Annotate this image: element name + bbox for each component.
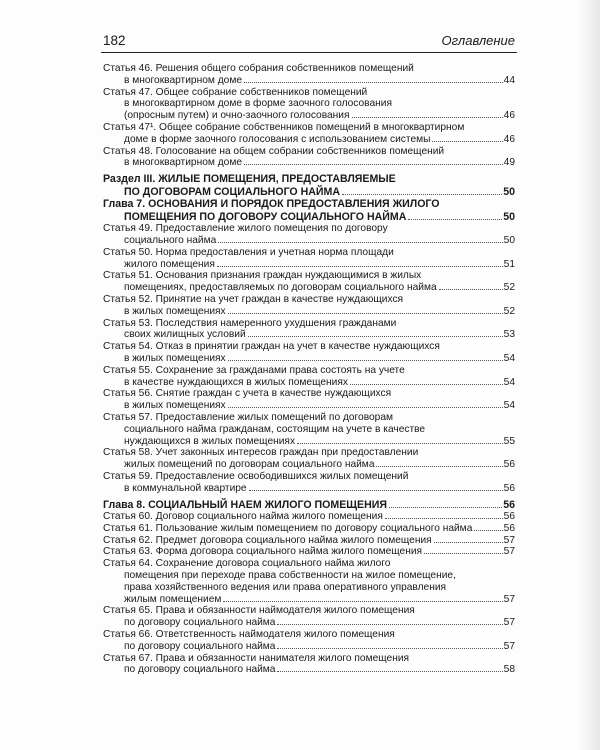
dot-leader: [249, 490, 503, 491]
toc-page-number: 52: [503, 282, 515, 294]
toc-line-text: (опросным путем) и очно-заочного голосования: [124, 110, 350, 122]
toc-line: [103, 235, 515, 247]
toc-page-number: 46: [503, 110, 515, 122]
dot-leader: [424, 553, 503, 554]
dot-leader: [385, 518, 503, 519]
toc-entry: [103, 365, 515, 389]
toc-line-text: в многоквартирном доме: [124, 74, 242, 86]
dot-leader: [434, 542, 503, 543]
toc-line-text: социального найма гражданам, состоящим на учете в качестве: [124, 423, 426, 435]
toc-line-text: Глава 7. ОСНОВАНИЯ И ПОРЯДОК ПРЕДОСТАВЛЕНИЯ ЖИЛОГО: [103, 198, 440, 211]
toc-line-text: Статья 49. Предоставление жилого помещения по договору: [103, 223, 388, 235]
toc-page-number: 54: [503, 352, 515, 364]
toc-entry: [103, 511, 515, 523]
toc-line: [103, 377, 515, 389]
dot-leader: [277, 648, 502, 649]
toc-line-text: помещения при переходе права собственности на жилое помещение,: [124, 569, 456, 581]
toc-line-text: Статья 55. Сохранение за гражданами права состоять на учете: [103, 364, 405, 376]
toc-line: [103, 87, 515, 99]
toc-page-number: 49: [503, 157, 515, 169]
toc-line: [103, 318, 515, 330]
dot-leader: [439, 289, 503, 290]
toc-line-text: Статья 61. Пользование жилым помещением по договору социального найма: [103, 522, 473, 534]
toc-line: [103, 617, 515, 629]
dot-leader: [342, 194, 502, 195]
dot-leader: [223, 601, 502, 602]
toc-line: [103, 483, 515, 495]
toc-page-number: 44: [503, 74, 515, 86]
toc-line: [103, 198, 515, 211]
toc-line-text: по договору социального найма: [124, 664, 276, 676]
toc-entry: [103, 341, 515, 365]
toc-line-text: в многоквартирном доме: [124, 157, 242, 169]
toc-page-number: 57: [503, 640, 515, 652]
toc-page-number: 55: [503, 435, 515, 447]
dot-leader: [389, 507, 502, 508]
toc-line-text: Статья 54. Отказ в принятии граждан на учет в качестве нуждающихся: [103, 341, 440, 353]
toc-line: [103, 329, 515, 341]
toc-line: [103, 629, 515, 641]
toc-line: [103, 653, 515, 665]
dot-leader: [432, 141, 502, 142]
toc-line: [103, 110, 515, 122]
toc-line: [103, 270, 515, 282]
toc-line: [103, 98, 515, 110]
toc-entry: [103, 223, 515, 247]
toc-page-number: 56: [503, 459, 515, 471]
toc-line: [103, 247, 515, 259]
toc-line: [103, 365, 515, 377]
toc-line: [103, 211, 515, 224]
toc-entry: [103, 63, 515, 87]
dot-leader: [376, 466, 502, 467]
toc-page-number: 50: [503, 185, 515, 198]
toc-page-number: 54: [503, 400, 515, 412]
toc-line: [103, 186, 515, 199]
toc-line-text: в жилых помещениях: [124, 352, 226, 364]
toc-line-text: Статья 46. Решения общего собрания собственников помещений: [103, 63, 414, 74]
toc-line: [103, 341, 515, 353]
toc-line: [103, 412, 515, 424]
toc-line: [103, 605, 515, 617]
toc-line-text: Статья 53. Последствия намеренного ухудшения гражданами: [103, 317, 397, 329]
toc-page-number: 57: [503, 593, 515, 605]
toc-line: [103, 134, 515, 146]
toc-entry: [103, 318, 515, 342]
toc-line: [103, 546, 515, 558]
toc-line-text: ПОМЕЩЕНИЯ ПО ДОГОВОРУ СОЦИАЛЬНОГО НАЙМА: [124, 210, 407, 223]
toc-entry: [103, 653, 515, 677]
toc-line-text: жилым помещением: [124, 593, 222, 605]
toc-page-number: 56: [503, 482, 515, 494]
toc-line: [103, 282, 515, 294]
toc-line: [103, 424, 515, 436]
toc-line: [103, 523, 515, 535]
toc-line-text: социального найма: [124, 234, 217, 246]
page-edge-shadow: [578, 0, 600, 750]
toc-page-number: 46: [503, 133, 515, 145]
toc-line: [103, 173, 515, 186]
toc-line-text: Статья 50. Норма предоставления и учетная норма площади: [103, 246, 394, 258]
toc-line-text: Статья 66. Ответственность наймодателя жилого помещения: [103, 628, 395, 640]
toc-page-number: 52: [503, 305, 515, 317]
dot-leader: [228, 360, 503, 361]
toc-line: [103, 471, 515, 483]
toc-entry: [103, 558, 515, 605]
toc-line-text: нуждающихся в жилых помещениях: [124, 435, 296, 447]
header-rule: [101, 52, 517, 53]
toc-entry: [103, 270, 515, 294]
toc-line: [103, 63, 515, 75]
toc-heading: [103, 198, 515, 223]
toc-line: [103, 535, 515, 547]
toc-line: [103, 259, 515, 271]
toc-line-text: Глава 8. СОЦИАЛЬНЫЙ НАЕМ ЖИЛОГО ПОМЕЩЕНИЯ: [103, 498, 388, 511]
toc-page-number: 57: [503, 617, 515, 629]
toc-line-text: Статья 58. Учет законных интересов граждан при предоставлении: [103, 447, 419, 459]
toc-line-text: по договору социального найма: [124, 617, 276, 629]
toc-line: [103, 447, 515, 459]
toc-line-text: Раздел III. ЖИЛЫЕ ПОМЕЩЕНИЯ, ПРЕДОСТАВЛЯЕМЫЕ: [103, 173, 396, 186]
dot-leader: [297, 443, 503, 444]
toc-page-number: 57: [503, 546, 515, 558]
toc-line: [103, 570, 515, 582]
toc-line-text: в многоквартирном доме в форме заочного голосования: [124, 98, 392, 110]
toc-line-text: Статья 51. Основания признания граждан нуждающимися в жилых: [103, 270, 422, 282]
toc-line: [103, 388, 515, 400]
toc-entry: [103, 546, 515, 558]
dot-leader: [277, 624, 502, 625]
toc-page-number: 51: [503, 258, 515, 270]
toc-entry: [103, 388, 515, 412]
toc-line: [103, 75, 515, 87]
toc-line-text: своих жилищных условий: [124, 329, 246, 341]
toc-line-text: Статья 56. Снятие граждан с учета в качестве нуждающихся: [103, 388, 392, 400]
toc-line: [103, 146, 515, 158]
toc-line: [103, 664, 515, 676]
toc-page-number: 56: [503, 511, 515, 522]
toc-line-text: жилых помещений по договорам социального найма: [124, 459, 375, 471]
toc-page-number: 56: [503, 522, 515, 534]
toc-page-number: 50: [503, 234, 515, 246]
toc-line-text: в жилых помещениях: [124, 305, 226, 317]
toc-line-text: Статья 64. Сохранение договора социального найма жилого: [103, 558, 391, 570]
dot-leader: [277, 671, 502, 672]
dot-leader: [352, 117, 503, 118]
toc-line: [103, 582, 515, 594]
toc-line-text: Статья 65. Права и обязанности наймодателя жилого помещения: [103, 605, 415, 617]
toc-entry: [103, 629, 515, 653]
toc-line: [103, 306, 515, 318]
toc-line-text: Статья 67. Права и обязанности нанимателя жилого помещения: [103, 652, 410, 664]
toc-line: [103, 294, 515, 306]
toc-line: [103, 436, 515, 448]
toc-line: [103, 400, 515, 412]
dot-leader: [474, 530, 502, 531]
toc-line: [103, 223, 515, 235]
toc-line-text: Статья 47. Общее собрание собственников помещений: [103, 86, 368, 98]
toc-line-text: Статья 60. Договор социального найма жилого помещения: [103, 511, 383, 522]
toc-entry: [103, 605, 515, 629]
dot-leader: [350, 384, 503, 385]
toc-entry: [103, 471, 515, 495]
toc-line-text: в коммунальной квартире: [124, 482, 247, 494]
toc-line-text: права хозяйственного ведения или права оперативного управления: [124, 581, 447, 593]
dot-leader: [218, 242, 502, 243]
running-title: Оглавление: [441, 33, 515, 48]
toc-line: [103, 157, 515, 169]
toc-page-number: 58: [503, 664, 515, 676]
dot-leader: [244, 164, 503, 165]
toc-entry: [103, 87, 515, 122]
toc-page-number: 57: [503, 534, 515, 546]
toc-line-text: Статья 59. Предоставление освободившихся жилых помещений: [103, 470, 409, 482]
toc-line-text: по договору социального найма: [124, 640, 276, 652]
dot-leader: [244, 82, 503, 83]
toc-line-text: доме в форме заочного голосования с использованием системы: [124, 133, 431, 145]
dot-leader: [228, 313, 503, 314]
toc-entry: [103, 447, 515, 471]
page-header: [103, 33, 515, 51]
toc-line-text: жилого помещения: [124, 258, 215, 270]
toc-line-text: Статья 63. Форма договора социального найма жилого помещения: [103, 546, 423, 558]
toc-line-text: Статья 52. Принятие на учет граждан в качестве нуждающихся: [103, 293, 404, 305]
toc-heading: [103, 499, 515, 512]
toc-line-text: Статья 47¹. Общее собрание собственников помещений в многоквартирном: [103, 121, 465, 133]
toc-line-text: в жилых помещениях: [124, 400, 226, 412]
toc-line-text: Статья 57. Предоставление жилых помещений по договорам: [103, 411, 394, 423]
page-number: 182: [103, 33, 126, 48]
toc-page-number: 53: [503, 329, 515, 341]
toc-entry: [103, 247, 515, 271]
toc-line: [103, 122, 515, 134]
toc-line: [103, 353, 515, 365]
toc-line: [103, 594, 515, 606]
table-of-contents: [103, 63, 515, 676]
toc-line-text: в качестве нуждающихся в жилых помещениях: [124, 376, 348, 388]
dot-leader: [217, 266, 503, 267]
toc-page-number: 56: [503, 498, 515, 511]
toc-heading: [103, 173, 515, 198]
toc-line-text: Статья 48. Голосование на общем собрании собственников помещений: [103, 145, 445, 157]
toc-entry: [103, 535, 515, 547]
toc-entry: [103, 523, 515, 535]
toc-line-text: ПО ДОГОВОРАМ СОЦИАЛЬНОГО НАЙМА: [124, 185, 341, 198]
toc-line-text: Статья 62. Предмет договора социального найма жилого помещения: [103, 534, 432, 546]
toc-page-number: 54: [503, 376, 515, 388]
toc-entry: [103, 412, 515, 447]
toc-line-text: помещениях, предоставляемых по договорам социального найма: [124, 282, 437, 294]
toc-entry: [103, 294, 515, 318]
dot-leader: [408, 219, 502, 220]
dot-leader: [248, 336, 503, 337]
toc-entry: [103, 122, 515, 146]
dot-leader: [228, 407, 503, 408]
toc-page-number: 50: [503, 210, 515, 223]
toc-entry: [103, 146, 515, 170]
toc-line: [103, 459, 515, 471]
toc-line: [103, 641, 515, 653]
toc-line: [103, 511, 515, 523]
toc-line: [103, 499, 515, 512]
toc-line: [103, 558, 515, 570]
